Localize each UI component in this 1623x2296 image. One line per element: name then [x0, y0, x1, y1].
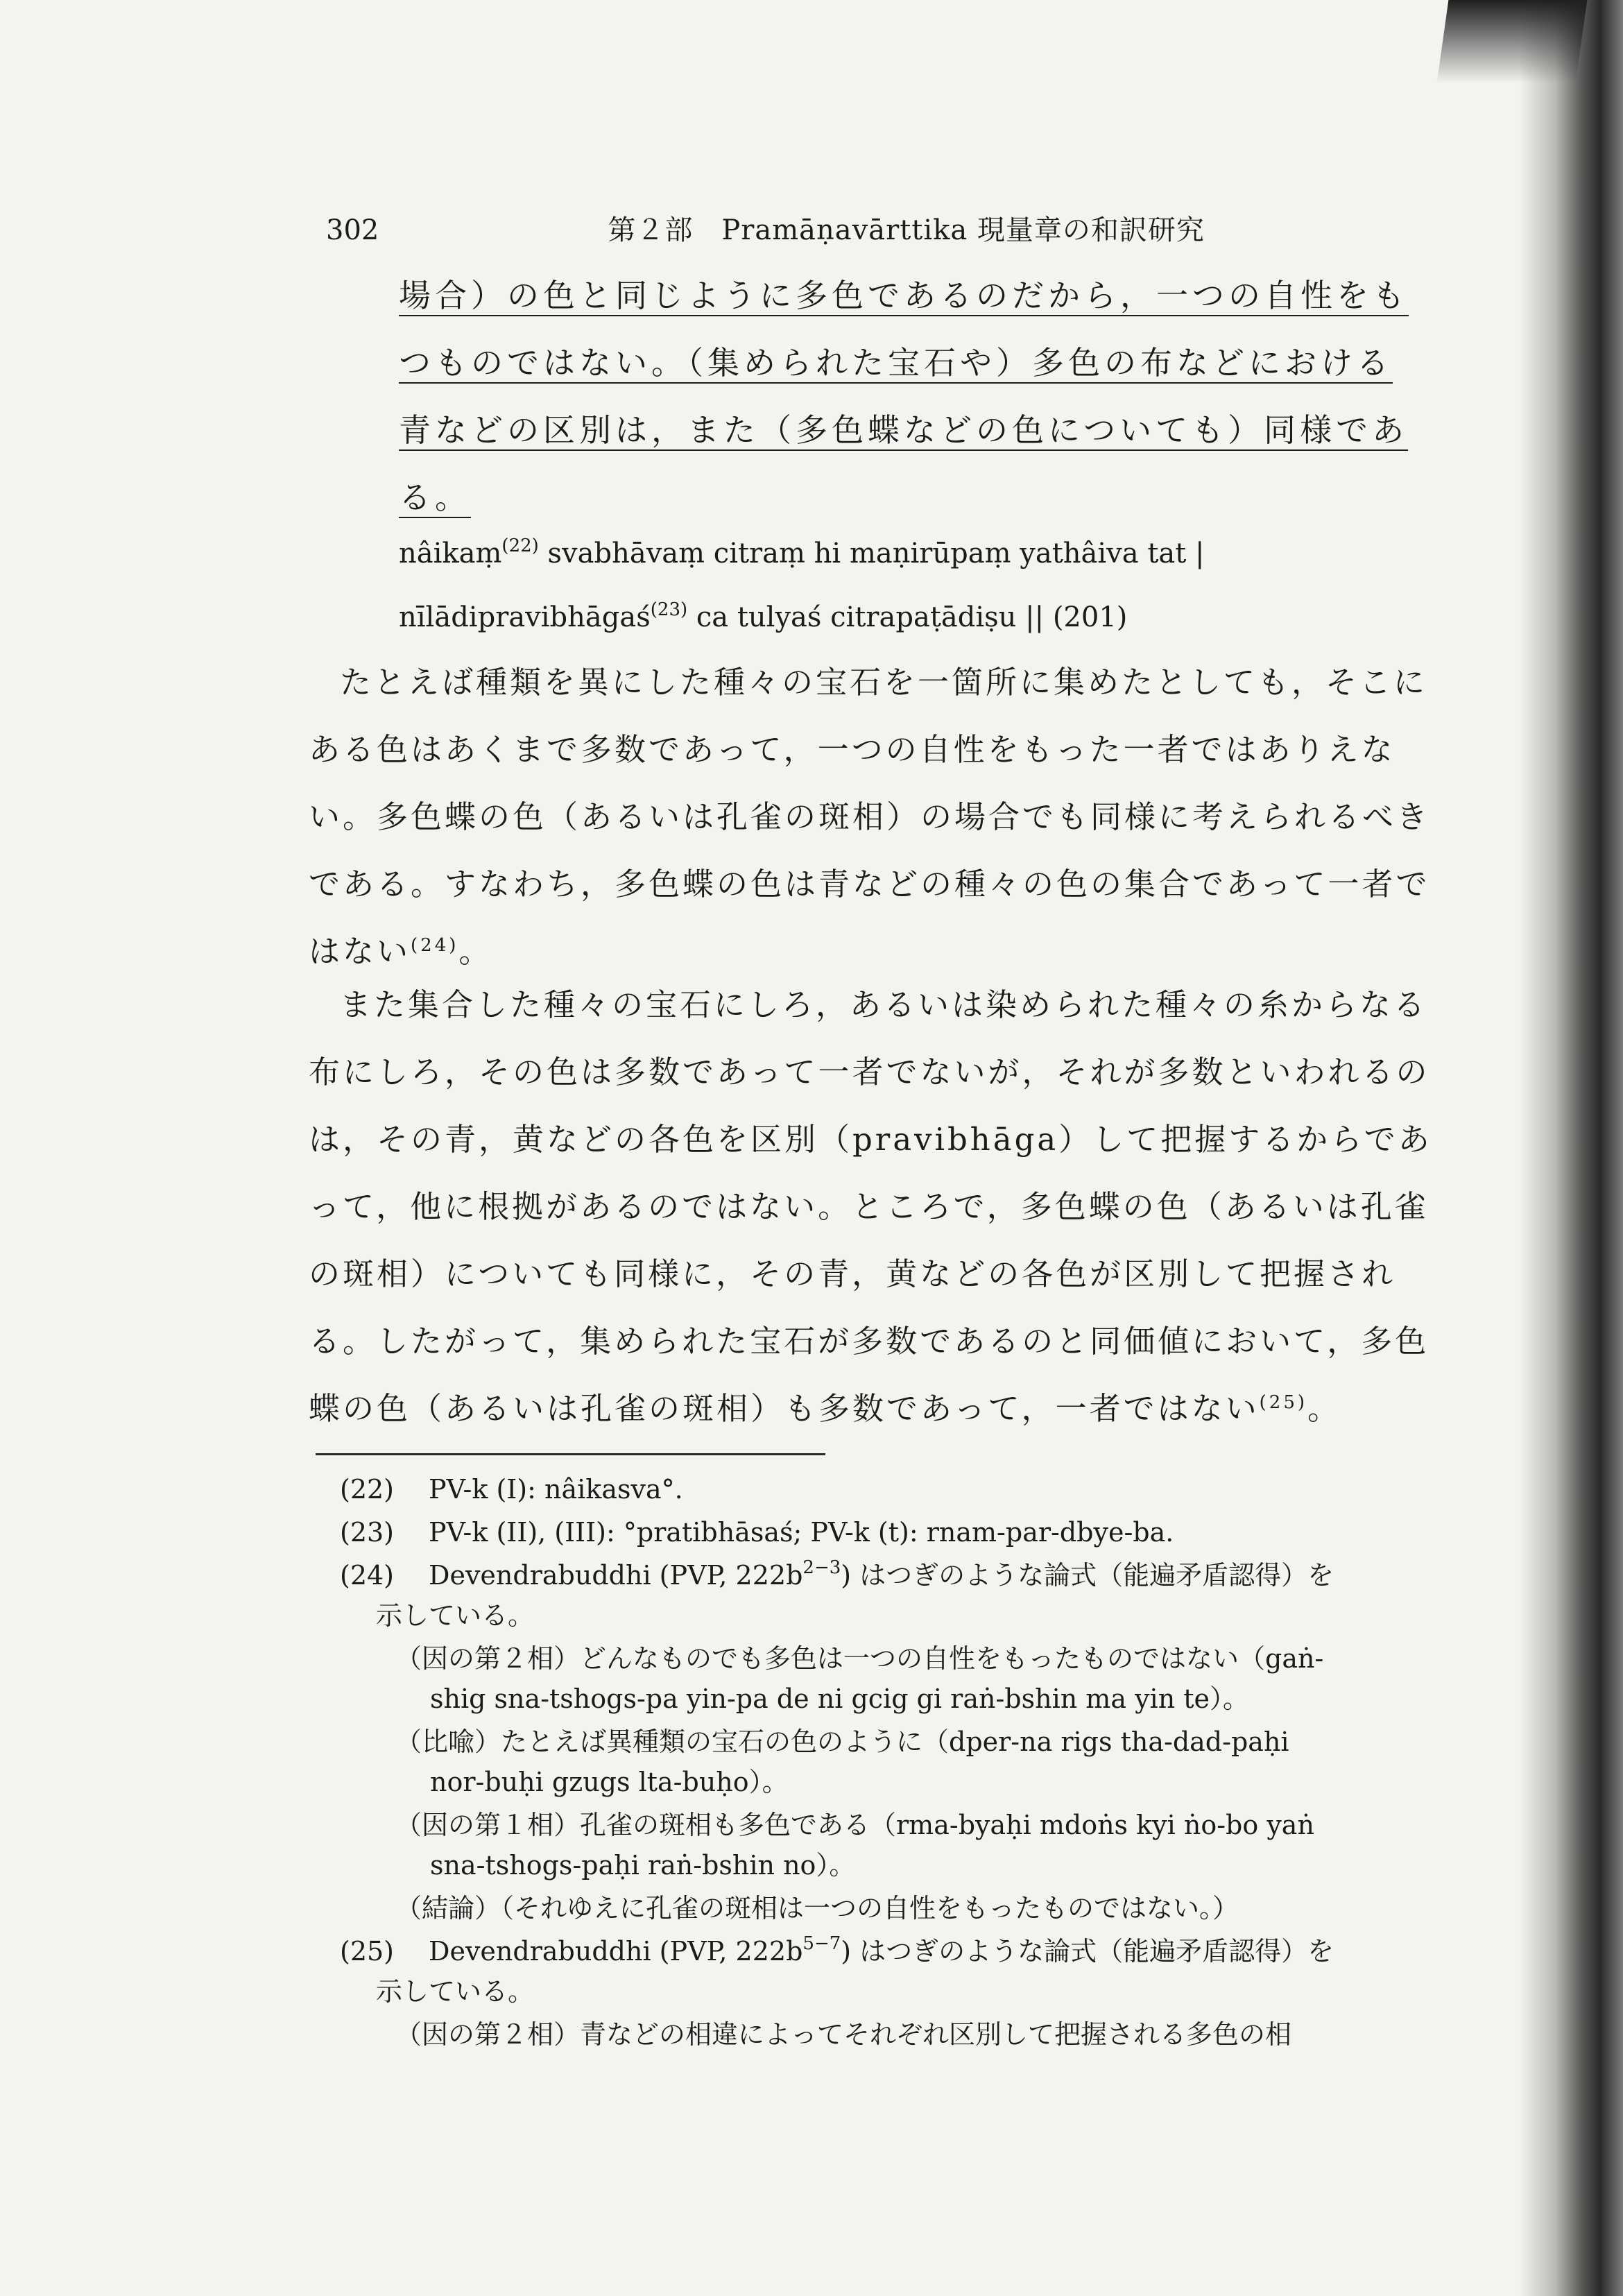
page-number: 302 [326, 214, 379, 246]
footnote-25 [340, 1931, 1450, 2055]
footnote-text: Devendrabuddhi (PVP, 222b [429, 1936, 803, 1967]
running-title: 第２部 Pramāṇavārttika 現量章の和訳研究 [608, 214, 1205, 246]
footnote-text: PV-k (I): nâikasva°. [429, 1474, 683, 1505]
footnote-23 [340, 1512, 1450, 1552]
paragraph-end: 。 [458, 933, 493, 970]
syllogism-line: （結論）（それゆえに孔雀の斑相は一つの自性をもったものではない。） [395, 1893, 1239, 1924]
commentary-paragraph-2 [309, 971, 1446, 1442]
footnote-continuation: 示している。 [376, 1600, 535, 1631]
footnote-number: (25) [340, 1936, 395, 1967]
syllogism-line: sna-tshogs-paḥi raṅ-bshin no）。 [430, 1850, 856, 1881]
footnote-24 [340, 1555, 1450, 1928]
footnote-ref-23: (23) [650, 599, 688, 620]
syllogism-line: shig sna-tshogs-pa yin-pa de ni gcig gi raṅ-bshin ma yin te）。 [430, 1684, 1250, 1714]
verse-translation-line: 青などの区別は，また（多色蝶などの色についても）同様であ [399, 411, 1409, 449]
paragraph-text: たとえば種類を異にした種々の宝石を一箇所に集めたとしても，そこにある色はあくまで多数であって，一つの自性をもった一者ではありえない。多色蝶の色（あるいは孔雀の斑相）の場合でも同様に考えられるべきである。すなわち，多色蝶の色は青などの種々の色の集合であって一者ではない [309, 664, 1431, 970]
verse-sanskrit-line-1 [399, 522, 1205, 585]
footnote-text: PV-k (II), (III): °pratibhāsaś; PV-k (t): rnam-par-dbye-ba. [429, 1517, 1174, 1548]
footnote-number: (22) [340, 1474, 395, 1505]
verse-sanskrit-text: svabhāvaṃ citraṃ hi maṇirūpaṃ yathâiva tat | [538, 538, 1205, 569]
verse-sanskrit-text: ca tulyaś citrapaṭādiṣu || (201) [687, 601, 1128, 633]
footnote-number: (24) [340, 1560, 395, 1591]
footnote-22 [340, 1469, 1450, 1509]
verse-sanskrit-text: nīlādipravibhāgaś [399, 601, 651, 633]
footnote-superscript: 2−3 [802, 1557, 841, 1578]
syllogism-step [340, 1638, 1450, 1719]
syllogism-line: nor-buḥi gzugs lta-buḥo）。 [430, 1767, 789, 1797]
footnote-rule [316, 1453, 825, 1455]
verse-translation [399, 262, 1409, 531]
footnotes [340, 1469, 1450, 2057]
verse-sanskrit-text: nâikaṃ [399, 538, 502, 569]
paragraph-text: また集合した種々の宝石にしろ，あるいは染められた種々の糸からなる布にしろ，その色は多数であって一者でないが，それが多数といわれるのは，その青，黄などの各色を区別（pravibhāga）して把握するからであって，他に根拠があるのではない。ところで，多色蝶の色（あるいは孔雀の斑相）についても同様に，その青，黄などの各色が区別して把握される。したがって，集められた宝石が多数であるのと同価値において，多色蝶の色（あるいは孔雀の斑相）も多数であって，一者ではない [309, 986, 1432, 1427]
footnote-ref-22: (22) [501, 536, 539, 556]
footnote-ref-25: (25) [1259, 1392, 1308, 1413]
paragraph-end: 。 [1307, 1390, 1342, 1427]
footnote-superscript: 5−7 [802, 1933, 841, 1954]
syllogism-line: （因の第２相）どんなものでも多色は一つの自性をもったものではない（gaṅ- [395, 1643, 1324, 1674]
verse-translation-line: 場合）の色と同じように多色であるのだから，一つの自性をも [399, 277, 1409, 314]
syllogism-step [340, 1805, 1450, 1885]
footnote-number: (23) [340, 1517, 395, 1548]
verse-translation-line: る。 [399, 479, 471, 516]
verse-sanskrit [399, 522, 1205, 649]
syllogism-step [340, 2014, 1450, 2055]
syllogism-step [340, 1888, 1450, 1928]
footnote-text: ) はつぎのような論式（能遍矛盾認得）を [841, 1936, 1334, 1967]
page-header [326, 208, 1205, 248]
footnote-text: Devendrabuddhi (PVP, 222b [429, 1560, 803, 1591]
syllogism-line: （因の第２相）青などの相違によってそれぞれ区別して把握される多色の相 [395, 2019, 1292, 2050]
footnote-ref-24: (24) [411, 935, 459, 956]
scan-shadow-edge [1519, 0, 1623, 2296]
syllogism-step [340, 1722, 1450, 1802]
footnote-text: ) はつぎのような論式（能遍矛盾認得）を [841, 1560, 1334, 1591]
verse-sanskrit-line-2 [399, 585, 1205, 649]
commentary-paragraph-1 [309, 649, 1446, 985]
footnote-continuation: 示している。 [376, 1976, 535, 2007]
syllogism-line: （比喩）たとえば異種類の宝石の色のように（dper-na rigs tha-dad-paḥi [395, 1727, 1289, 1757]
syllogism-line: （因の第１相）孔雀の斑相も多色である（rma-byaḥi mdoṅs kyi ṅo-bo yaṅ [395, 1810, 1314, 1840]
verse-translation-line: つものではない。（集められた宝石や）多色の布などにおける [399, 344, 1393, 382]
